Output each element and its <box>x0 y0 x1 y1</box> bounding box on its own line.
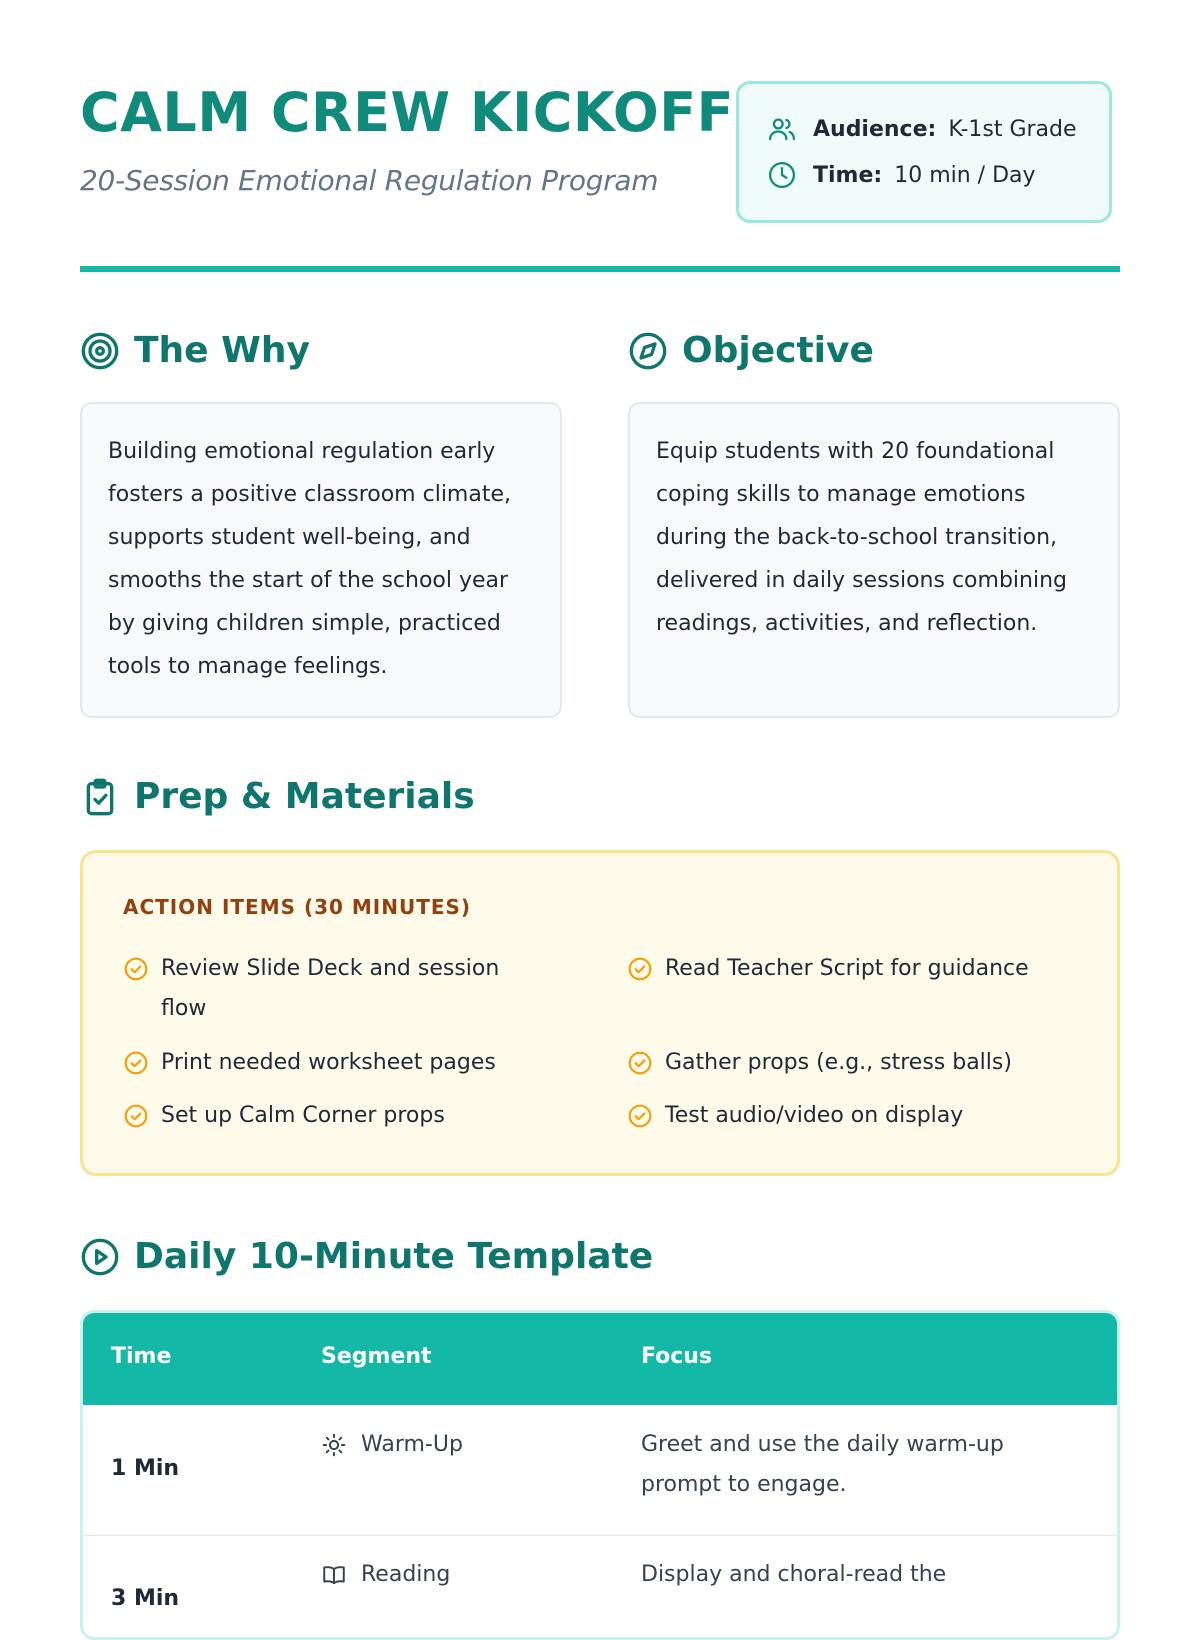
why-heading-row <box>80 330 310 371</box>
why-body: Building emotional regulation early fosters a positive classroom climate, supports student well-being, and smooths the start of the school year by giving children simple, practiced tools to manage feelings. <box>108 439 511 679</box>
time-row <box>767 160 1036 190</box>
row-segment <box>321 1425 463 1465</box>
compass-icon <box>628 331 668 371</box>
users-icon <box>767 114 797 144</box>
action-item <box>123 1043 583 1083</box>
sun-icon <box>321 1432 347 1458</box>
action-item <box>627 1096 1087 1136</box>
audience-label: Audience: <box>813 116 937 142</box>
clock-icon <box>767 160 797 190</box>
book-icon <box>321 1562 347 1588</box>
objective-body: Equip students with 20 foundational coping skills to manage emotions during the back-to-school transition, delivered in daily sessions combining readings, activities, and reflection. <box>656 439 1067 636</box>
action-item-text: Review Slide Deck and session flow <box>161 956 500 1021</box>
why-heading: The Why <box>134 330 310 371</box>
row-segment-label: Reading <box>361 1562 451 1587</box>
action-item <box>627 949 1087 989</box>
check-circle-icon <box>627 1050 653 1076</box>
objective-heading-row <box>628 330 874 371</box>
action-item-text: Print needed worksheet pages <box>161 1050 496 1075</box>
action-item <box>123 1096 583 1136</box>
action-item-text: Set up Calm Corner props <box>161 1103 445 1128</box>
audience-value: K-1st Grade <box>948 116 1077 142</box>
time-value: 10 min / Day <box>894 162 1036 188</box>
clipboard-check-icon <box>80 777 120 817</box>
action-items-title: ACTION ITEMS (30 MINUTES) <box>123 895 472 919</box>
page-subtitle: 20-Session Emotional Regulation Program <box>80 164 659 197</box>
row-segment-label: Warm-Up <box>361 1432 463 1457</box>
check-circle-icon <box>123 1103 149 1129</box>
page-title: CALM CREW KICKOFF <box>80 81 734 144</box>
table-header <box>83 1313 1117 1405</box>
prep-heading-row <box>80 776 475 817</box>
time-label: Time: <box>813 162 883 188</box>
action-item-text: Gather props (e.g., stress balls) <box>665 1050 1012 1075</box>
column-header-segment: Segment <box>321 1344 432 1369</box>
template-heading: Daily 10-Minute Template <box>134 1236 654 1277</box>
check-circle-icon <box>123 956 149 982</box>
action-item-text: Read Teacher Script for guidance <box>665 956 1029 981</box>
action-item <box>123 949 533 1029</box>
action-items-box <box>80 850 1120 1176</box>
target-icon <box>80 331 120 371</box>
header <box>80 82 1120 232</box>
column-header-focus: Focus <box>641 1344 713 1369</box>
check-circle-icon <box>627 956 653 982</box>
row-focus: Display and choral-read the <box>641 1562 947 1587</box>
row-segment <box>321 1555 450 1595</box>
column-header-time: Time <box>111 1344 172 1369</box>
action-item <box>627 1043 1087 1083</box>
row-time: 3 Min <box>111 1586 180 1611</box>
table-row <box>83 1405 1117 1536</box>
prep-heading: Prep & Materials <box>134 776 475 817</box>
template-heading-row <box>80 1236 653 1277</box>
why-card <box>80 402 562 718</box>
row-focus: Greet and use the daily warm-up prompt to engage. <box>641 1432 1004 1497</box>
audience-row <box>767 114 1077 144</box>
row-time: 1 Min <box>111 1456 180 1481</box>
meta-card <box>736 81 1112 223</box>
objective-card <box>628 402 1120 718</box>
play-circle-icon <box>80 1237 120 1277</box>
check-circle-icon <box>123 1050 149 1076</box>
check-circle-icon <box>627 1103 653 1129</box>
action-item-text: Test audio/video on display <box>665 1103 964 1128</box>
header-divider <box>80 266 1120 272</box>
objective-heading: Objective <box>682 330 874 371</box>
table-row <box>83 1535 1117 1640</box>
template-table <box>80 1310 1120 1640</box>
